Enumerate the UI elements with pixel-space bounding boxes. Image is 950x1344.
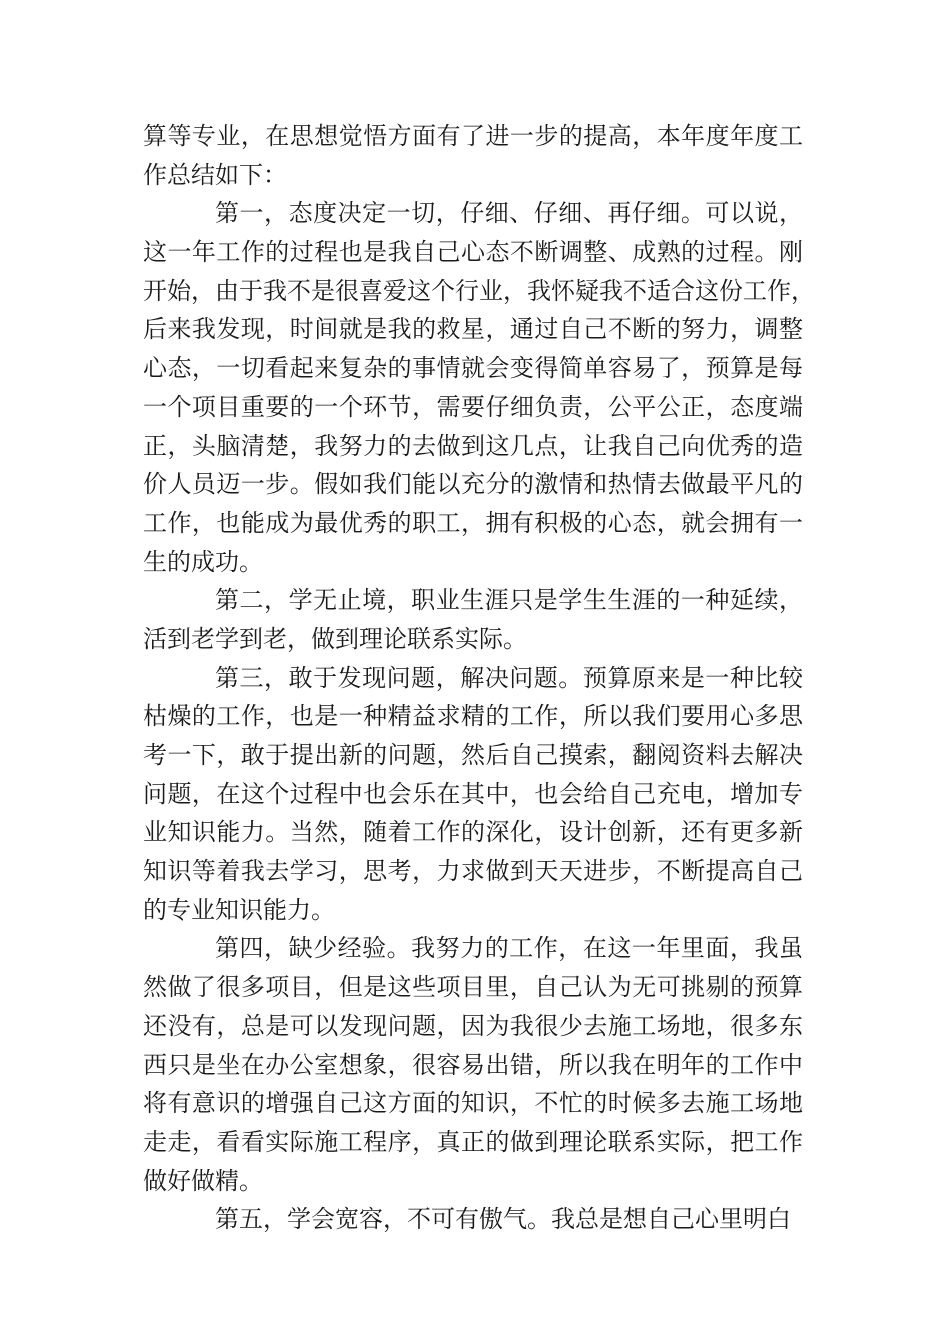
text-line: 算等专业，在思想觉悟方面有了进一步的提高，本年度年度工 (143, 122, 803, 150)
text-line: 然做了很多项目，但是这些项目里，自己认为无可挑剔的预算 (143, 973, 803, 1002)
text-line: 作总结如下： (143, 160, 287, 189)
text-line: 价人员迈一步。假如我们能以充分的激情和热情去做最平凡的 (143, 470, 803, 499)
text-line: 知识等着我去学习，思考，力求做到天天进步，不断提高自己 (143, 857, 803, 886)
text-line: 西只是坐在办公室想象，很容易出错，所以我在明年的工作中 (143, 1050, 803, 1079)
text-line: 生的成功。 (143, 547, 263, 576)
text-line: 走走，看看实际施工程序，真正的做到理论联系实际，把工作 (143, 1127, 803, 1156)
text-line: 后来我发现，时间就是我的救星，通过自己不断的努力，调整 (143, 315, 803, 344)
paragraph-start-line: 第四，缺少经验。我努力的工作，在这一年里面，我虽 (215, 934, 803, 963)
text-line: 的专业知识能力。 (143, 895, 335, 924)
text-line: 正，头脑清楚，我努力的去做到这几点，让我自己向优秀的造 (143, 431, 803, 460)
text-line: 还没有，总是可以发现问题，因为我很少去施工场地，很多东 (143, 1011, 803, 1040)
text-line: 将有意识的增强自己这方面的知识，不忙的时候多去施工场地 (143, 1089, 803, 1118)
paragraph-start-line: 第二，学无止境，职业生涯只是学生生涯的一种延续， (215, 586, 803, 615)
text-line: 工作，也能成为最优秀的职工，拥有积极的心态，就会拥有一 (143, 508, 803, 537)
text-line: 活到老学到老，做到理论联系实际。 (143, 624, 527, 653)
text-line: 一个项目重要的一个环节，需要仔细负责，公平公正，态度端 (143, 392, 803, 421)
paragraph-start-line: 第三，敢于发现问题，解决问题。预算原来是一种比较 (215, 663, 803, 692)
body-text (143, 117, 815, 1239)
text-line: 心态，一切看起来复杂的事情就会变得简单容易了，预算是每 (143, 354, 803, 383)
text-line: 这一年工作的过程也是我自己心态不断调整、成熟的过程。刚 (143, 238, 803, 267)
text-line: 业知识能力。当然，随着工作的深化，设计创新，还有更多新 (143, 818, 803, 847)
paragraph-start-line: 第一，态度决定一切，仔细、仔细、再仔细。可以说， (215, 199, 803, 228)
text-line: 开始，由于我不是很喜爱这个行业，我怀疑我不适合这份工作， (143, 276, 815, 305)
text-line: 枯燥的工作，也是一种精益求精的工作，所以我们要用心多思 (143, 702, 803, 731)
text-line: 做好做精。 (143, 1166, 263, 1195)
text-line: 问题，在这个过程中也会乐在其中，也会给自己充电，增加专 (143, 779, 803, 808)
paragraph-start-line: 第五，学会宽容，不可有傲气。我总是想自己心里明白 (215, 1205, 791, 1234)
text-line: 考一下，敢于提出新的问题，然后自己摸索，翻阅资料去解决 (143, 741, 803, 769)
